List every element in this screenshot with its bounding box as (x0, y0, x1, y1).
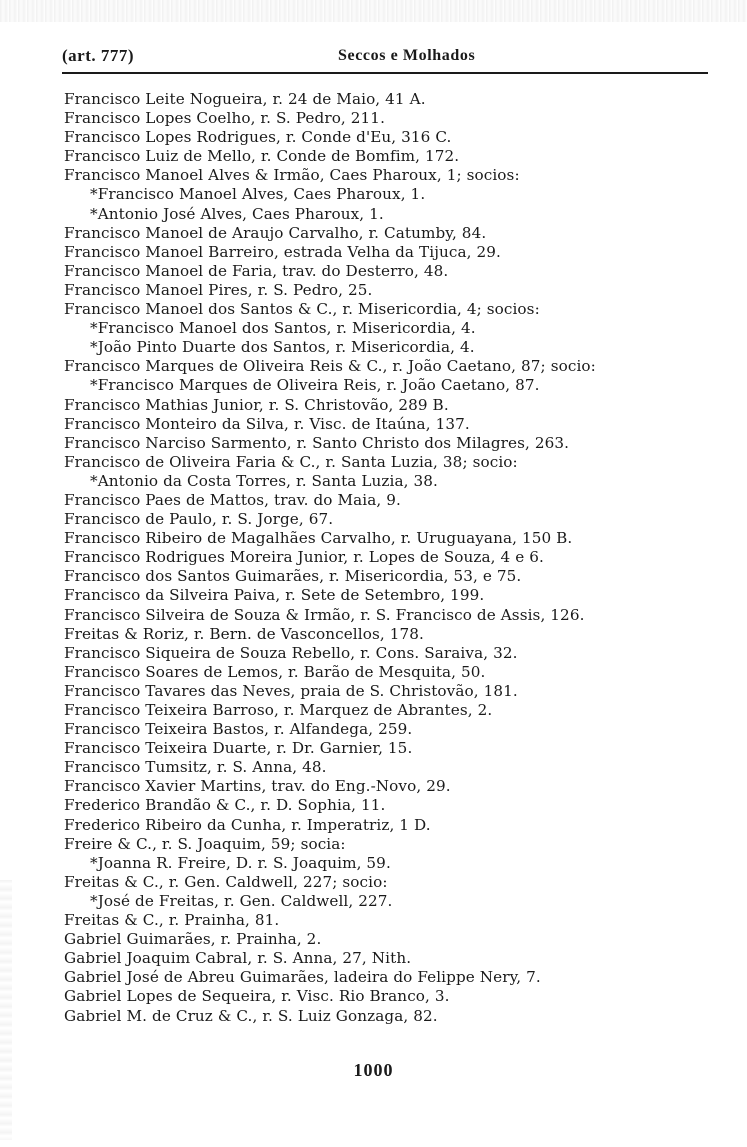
page-number: 1000 (353, 1060, 394, 1080)
directory-entry: Freire & C., r. S. Joaquim, 59; socia: (64, 834, 346, 853)
directory-entry: Francisco da Silveira Paiva, r. Sete de Setembro, 199. (64, 586, 485, 605)
directory-entry: Francisco Xavier Martins, trav. do Eng.-Novo, 29. (64, 777, 451, 796)
page-header (62, 46, 708, 70)
directory-entry: Francisco Lopes Rodrigues, r. Conde d'Eu, 316 C. (64, 128, 452, 147)
partner-entry: *Francisco Marques de Oliveira Reis, r. João Caetano, 87. (90, 376, 540, 395)
directory-entry: Francisco Teixeira Bastos, r. Alfandega, 259. (64, 720, 413, 739)
partner-entry: *João Pinto Duarte dos Santos, r. Misericordia, 4. (90, 338, 475, 357)
directory-entry: Francisco Ribeiro de Magalhães Carvalho, r. Uruguayana, 150 B. (64, 529, 573, 548)
directory-entry: Francisco Rodrigues Moreira Junior, r. Lopes de Souza, 4 e 6. (64, 548, 544, 567)
directory-entry: Francisco Luiz de Mello, r. Conde de Bomfim, 172. (64, 147, 460, 166)
scan-noise-left (0, 880, 12, 1140)
entry-list (64, 90, 704, 1026)
directory-entry: Freitas & Roriz, r. Bern. de Vasconcellos, 178. (64, 624, 424, 643)
section-title: Seccos e Molhados (338, 47, 476, 64)
partner-entry: *Francisco Manoel Alves, Caes Pharoux, 1. (90, 185, 426, 204)
directory-entry: Gabriel M. de Cruz & C., r. S. Luiz Gonzaga, 82. (64, 1006, 438, 1025)
directory-entry: Francisco Manoel de Faria, trav. do Desterro, 48. (64, 261, 449, 280)
directory-entry: Francisco Teixeira Duarte, r. Dr. Garnier, 15. (64, 739, 413, 758)
directory-entry: Francisco Monteiro da Silva, r. Visc. de Itaúna, 137. (64, 414, 470, 433)
header-rule (62, 72, 708, 74)
directory-entry: Francisco Manoel Pires, r. S. Pedro, 25. (64, 280, 373, 299)
directory-entry: Francisco Siqueira de Souza Rebello, r. Cons. Saraiva, 32. (64, 643, 518, 662)
partner-entry: *Joanna R. Freire, D. r. S. Joaquim, 59. (90, 853, 391, 872)
directory-entry: Francisco Manoel dos Santos & C., r. Misericordia, 4; socios: (64, 300, 540, 319)
directory-entry: Francisco Soares de Lemos, r. Barão de Mesquita, 50. (64, 662, 486, 681)
directory-entry: Francisco dos Santos Guimarães, r. Misericordia, 53, e 75. (64, 567, 522, 586)
directory-entry: Francisco Silveira de Souza & Irmão, r. S. Francisco de Assis, 126. (64, 605, 585, 624)
directory-entry: Francisco de Paulo, r. S. Jorge, 67. (64, 510, 334, 529)
directory-entry: Francisco Manoel Barreiro, estrada Velha da Tijuca, 29. (64, 242, 501, 261)
directory-entry: Gabriel Lopes de Sequeira, r. Visc. Rio Branco, 3. (64, 987, 450, 1006)
directory-entry: Francisco Tumsitz, r. S. Anna, 48. (64, 758, 327, 777)
directory-entry: Francisco Lopes Coelho, r. S. Pedro, 211. (64, 109, 386, 128)
directory-entry: Gabriel Guimarães, r. Prainha, 2. (64, 930, 322, 949)
partner-entry: *José de Freitas, r. Gen. Caldwell, 227. (90, 891, 393, 910)
directory-entry: Francisco Mathias Junior, r. S. Christovão, 289 B. (64, 395, 449, 414)
directory-entry: Francisco Tavares das Neves, praia de S. Christovão, 181. (64, 681, 518, 700)
directory-entry: Francisco Teixeira Barroso, r. Marquez de Abrantes, 2. (64, 701, 493, 719)
partner-entry: *Francisco Manoel dos Santos, r. Misericordia, 4. (90, 319, 476, 338)
partner-entry: *Antonio José Alves, Caes Pharoux, 1. (90, 204, 384, 223)
partner-entry: *Antonio da Costa Torres, r. Santa Luzia, 38. (90, 471, 438, 490)
scan-noise-top (0, 0, 747, 22)
directory-entry: Francisco Manoel Alves & Irmão, Caes Pharoux, 1; socios: (64, 166, 520, 185)
directory-entry: Freitas & C., r. Gen. Caldwell, 227; socio: (64, 872, 388, 891)
directory-entry: Francisco Narciso Sarmento, r. Santo Christo dos Milagres, 263. (64, 433, 570, 452)
directory-entry: Francisco Marques de Oliveira Reis & C., r. João Caetano, 87; socio: (64, 357, 596, 376)
directory-entry: Francisco de Oliveira Faria & C., r. Santa Luzia, 38; socio: (64, 452, 518, 471)
directory-entry: Freitas & C., r. Prainha, 81. (64, 911, 280, 930)
directory-entry: Gabriel Joaquim Cabral, r. S. Anna, 27, Nith. (64, 949, 412, 968)
directory-entry: Gabriel José de Abreu Guimarães, ladeira do Felippe Nery, 7. (64, 968, 541, 987)
directory-entry: Frederico Ribeiro da Cunha, r. Imperatriz, 1 D. (64, 815, 431, 834)
directory-entry: Francisco Leite Nogueira, r. 24 de Maio, 41 A. (64, 90, 426, 108)
article-number: (art. 777) (62, 46, 135, 65)
directory-entry: Francisco Paes de Mattos, trav. do Maia, 9. (64, 490, 401, 509)
directory-entry: Francisco Manoel de Araujo Carvalho, r. Catumby, 84. (64, 223, 487, 242)
directory-entry: Frederico Brandão & C., r. D. Sophia, 11. (64, 796, 386, 815)
